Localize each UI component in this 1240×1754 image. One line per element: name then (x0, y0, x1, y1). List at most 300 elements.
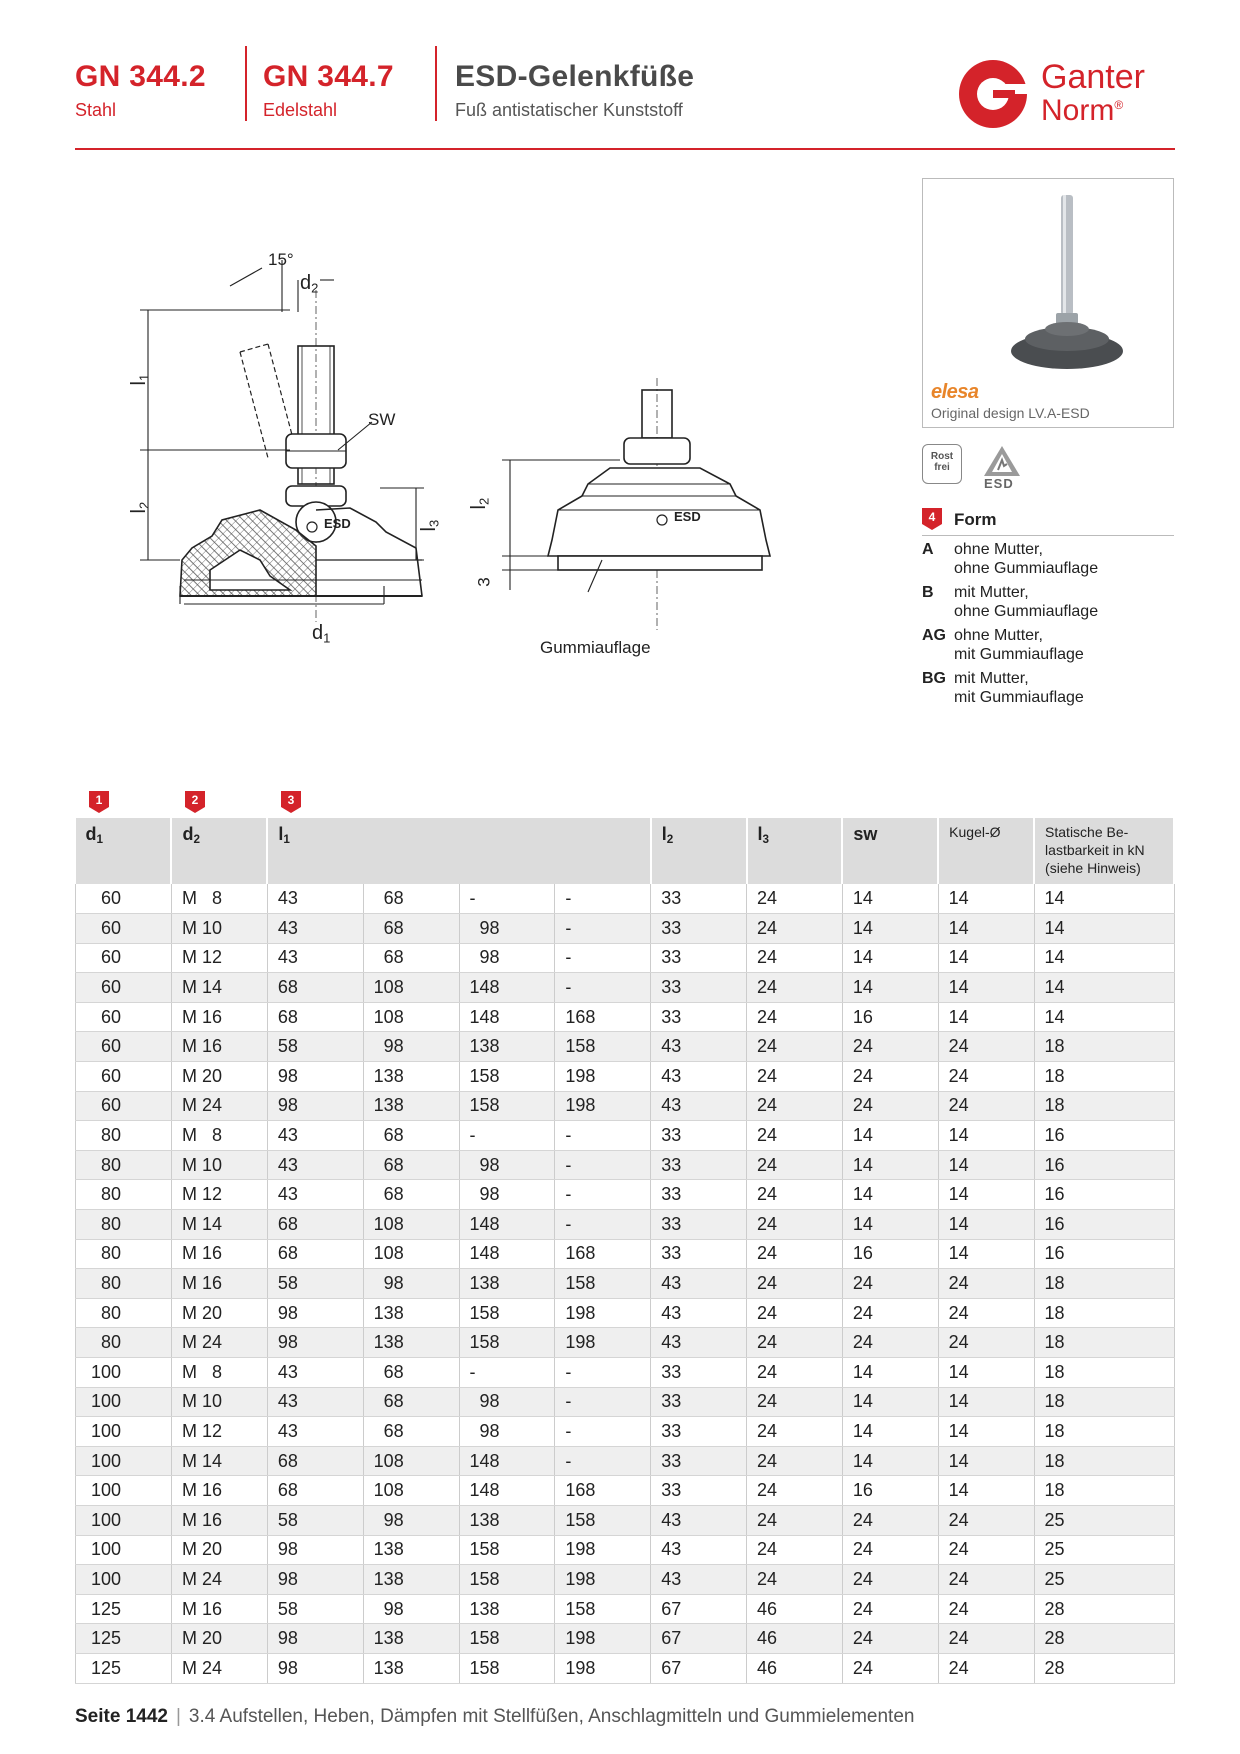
table-cell: 14 (842, 884, 938, 914)
table-cell: - (459, 884, 555, 914)
table-cell: 24 (747, 1032, 843, 1062)
table-cell: - (459, 1121, 555, 1151)
form-item (922, 622, 1174, 665)
table-cell: 68 (363, 884, 459, 914)
table-cell: 98 (363, 1032, 459, 1062)
table-cell: 138 (363, 1535, 459, 1565)
product-gn344-2 (75, 60, 206, 121)
table-cell: 43 (651, 1535, 747, 1565)
table-cell: 24 (842, 1298, 938, 1328)
table-cell: 24 (938, 1653, 1034, 1683)
table-cell: 14 (938, 1210, 1034, 1240)
table-cell: - (555, 973, 651, 1003)
table-cell: 98 (459, 1417, 555, 1447)
marker-3-icon: 3 (281, 791, 301, 813)
table-cell: M 10 (171, 914, 267, 944)
col-d1: $d_1$ (76, 818, 172, 884)
table-cell: - (555, 1210, 651, 1240)
header-divider (435, 46, 437, 121)
table-cell: M 20 (171, 1624, 267, 1654)
esd-mark-right: ESD (674, 509, 701, 524)
table-cell: 33 (651, 1476, 747, 1506)
product-photo (922, 178, 1174, 428)
table-cell: 68 (363, 1180, 459, 1210)
angle-label: 15° (268, 250, 294, 269)
table-cell: 43 (651, 1328, 747, 1358)
table-cell: 24 (842, 1062, 938, 1092)
ganter-norm-logo (955, 54, 1180, 134)
table-cell: 18 (1034, 1328, 1174, 1358)
table-cell: 16 (842, 1239, 938, 1269)
material-2: Edelstahl (263, 100, 338, 120)
table-cell: 138 (363, 1062, 459, 1092)
table-cell: M 12 (171, 1180, 267, 1210)
table-cell: 24 (747, 1150, 843, 1180)
table-cell: 68 (363, 914, 459, 944)
table-cell: 14 (842, 973, 938, 1003)
table-cell: 98 (267, 1298, 363, 1328)
table-row (76, 1269, 1175, 1299)
table-cell: 33 (651, 1150, 747, 1180)
product-gn344-7 (263, 60, 394, 121)
table-cell: 60 (76, 1032, 172, 1062)
table-cell: 14 (938, 1358, 1034, 1388)
dim-l2-right: $l_2$ (468, 497, 492, 510)
table-row (76, 1417, 1175, 1447)
table-cell: 14 (938, 1387, 1034, 1417)
table-cell: 24 (747, 1269, 843, 1299)
table-cell: 33 (651, 1239, 747, 1269)
table-row (76, 1653, 1175, 1683)
rubber-pad-label: Gummiauflage (540, 638, 651, 657)
table-cell: 138 (363, 1653, 459, 1683)
footer-section: 3.4 Aufstellen, Heben, Dämpfen mit Stellfüßen, Anschlagmitteln und Gummielementen (188, 1706, 915, 1727)
page-number: Seite 1442 (75, 1706, 168, 1727)
table-cell: 24 (938, 1624, 1034, 1654)
dimensions-table (75, 818, 1175, 1684)
col-l2: $l_2$ (651, 818, 747, 884)
table-cell: 68 (363, 1387, 459, 1417)
table-cell: 68 (267, 1446, 363, 1476)
table-row (76, 1476, 1175, 1506)
table-cell: 100 (76, 1417, 172, 1447)
table-cell: 158 (459, 1091, 555, 1121)
table-cell: 68 (267, 1239, 363, 1269)
product-title-block (455, 60, 694, 121)
table-cell: 16 (1034, 1210, 1174, 1240)
table-cell: 148 (459, 973, 555, 1003)
table-cell: 125 (76, 1624, 172, 1654)
table-row (76, 1505, 1175, 1535)
table-cell: 24 (747, 1446, 843, 1476)
table-cell: 43 (267, 1180, 363, 1210)
esd-warning-icon (982, 444, 1022, 478)
table-cell: 14 (842, 1358, 938, 1388)
dim-d2: $d_2$ (300, 272, 319, 296)
form-item-value: ohne Mutter, mit Gummiauflage (954, 627, 1084, 663)
table-cell: M 12 (171, 1417, 267, 1447)
table-cell: 60 (76, 884, 172, 914)
table-cell: M 24 (171, 1328, 267, 1358)
table-cell: M 24 (171, 1653, 267, 1683)
form-legend-header (922, 508, 1174, 536)
table-cell: 80 (76, 1150, 172, 1180)
table-cell: 18 (1034, 1476, 1174, 1506)
table-cell: 14 (1034, 973, 1174, 1003)
table-cell: 14 (938, 1417, 1034, 1447)
form-item (922, 665, 1174, 708)
table-cell: 24 (747, 1239, 843, 1269)
table-cell: 14 (1034, 943, 1174, 973)
form-item-key: A (922, 541, 934, 558)
dim-l3: $l_3$ (418, 519, 442, 532)
table-cell: 16 (1034, 1150, 1174, 1180)
table-cell: 33 (651, 1002, 747, 1032)
table-cell: 80 (76, 1269, 172, 1299)
form-item-value: ohne Mutter, ohne Gummiauflage (954, 541, 1099, 577)
table-cell: 24 (938, 1298, 1034, 1328)
table-row (76, 943, 1175, 973)
table-cell: M 12 (171, 943, 267, 973)
table-cell: 46 (747, 1594, 843, 1624)
table-cell: 158 (555, 1505, 651, 1535)
table-cell: 43 (267, 884, 363, 914)
ganter-logo-icon (955, 54, 1035, 134)
table-cell: 68 (363, 1417, 459, 1447)
table-cell: 14 (1034, 884, 1174, 914)
table-cell: 98 (267, 1653, 363, 1683)
page-footer (75, 1706, 914, 1728)
table-cell: 98 (459, 914, 555, 944)
table-cell: 68 (363, 943, 459, 973)
table-cell: 43 (267, 943, 363, 973)
table-cell: 33 (651, 1358, 747, 1388)
table-cell: 14 (938, 1121, 1034, 1151)
table-cell: 14 (938, 1239, 1034, 1269)
logo-text-ganter: Ganter (1041, 58, 1145, 96)
table-cell: 98 (459, 1150, 555, 1180)
table-cell: 14 (842, 1180, 938, 1210)
table-cell: 24 (747, 1210, 843, 1240)
drawing-svg (140, 260, 860, 700)
table-cell: 14 (842, 914, 938, 944)
dim-l2: $l_2$ (128, 501, 152, 514)
table-row (76, 1358, 1175, 1388)
table-cell: 24 (938, 1328, 1034, 1358)
table-cell: 14 (842, 943, 938, 973)
table-cell: 100 (76, 1565, 172, 1595)
table-cell: 24 (842, 1535, 938, 1565)
table-cell: 148 (459, 1002, 555, 1032)
table-cell: M 10 (171, 1387, 267, 1417)
table-header-row (76, 818, 1175, 884)
table-cell: 58 (267, 1032, 363, 1062)
table-row (76, 1535, 1175, 1565)
table-cell: 33 (651, 884, 747, 914)
table-cell: 108 (363, 1446, 459, 1476)
table-cell: 24 (842, 1653, 938, 1683)
table-row (76, 1624, 1175, 1654)
table-cell: M 14 (171, 1210, 267, 1240)
form-legend-title: Form (954, 510, 997, 529)
table-cell: 24 (747, 1358, 843, 1388)
table-cell: 125 (76, 1594, 172, 1624)
column-markers (75, 791, 475, 815)
table-cell: 33 (651, 1210, 747, 1240)
table-cell: 33 (651, 1387, 747, 1417)
table-cell: 98 (267, 1091, 363, 1121)
table-cell: 60 (76, 1091, 172, 1121)
table-cell: 24 (747, 1476, 843, 1506)
table-row (76, 973, 1175, 1003)
table-cell: 16 (1034, 1121, 1174, 1151)
table-cell: 14 (938, 1446, 1034, 1476)
table-cell: - (555, 1446, 651, 1476)
header-rule (75, 148, 1175, 150)
table-cell: 14 (1034, 914, 1174, 944)
esd-mark-left: ESD (324, 516, 351, 531)
table-cell: M 8 (171, 884, 267, 914)
table-cell: M 16 (171, 1505, 267, 1535)
product-code-2: GN 344.7 (263, 60, 394, 93)
form-legend (922, 508, 1174, 708)
table-cell: 14 (938, 973, 1034, 1003)
table-cell: M 10 (171, 1150, 267, 1180)
table-cell: 18 (1034, 1269, 1174, 1299)
table-cell: 98 (363, 1269, 459, 1299)
technical-drawing (128, 250, 860, 700)
table-cell: 100 (76, 1358, 172, 1388)
table-cell: 98 (267, 1062, 363, 1092)
table-cell: M 24 (171, 1565, 267, 1595)
col-l3: $l_3$ (747, 818, 843, 884)
table-cell: 168 (555, 1476, 651, 1506)
table-cell: M 20 (171, 1062, 267, 1092)
table-cell: 28 (1034, 1653, 1174, 1683)
table-cell: M 16 (171, 1594, 267, 1624)
table-cell: 33 (651, 1121, 747, 1151)
logo-text-norm: Norm® (1041, 94, 1124, 127)
table-cell: 18 (1034, 1417, 1174, 1447)
table-cell: 148 (459, 1210, 555, 1240)
table-cell: 33 (651, 1180, 747, 1210)
table-row (76, 1062, 1175, 1092)
table-cell: - (555, 1417, 651, 1447)
table-cell: 16 (1034, 1180, 1174, 1210)
table-row (76, 1298, 1175, 1328)
table-cell: 24 (938, 1062, 1034, 1092)
table-cell: 98 (267, 1624, 363, 1654)
table-cell: 60 (76, 943, 172, 973)
table-cell: 24 (747, 1535, 843, 1565)
table-row (76, 1594, 1175, 1624)
feature-badges (922, 444, 1174, 494)
table-cell: 108 (363, 973, 459, 1003)
table-cell: 158 (555, 1269, 651, 1299)
table-cell: 148 (459, 1446, 555, 1476)
table-cell: 108 (363, 1239, 459, 1269)
table-cell: M 8 (171, 1358, 267, 1388)
table-cell: - (555, 1121, 651, 1151)
table-cell: 25 (1034, 1535, 1174, 1565)
table-cell: - (555, 884, 651, 914)
table-cell: 68 (267, 973, 363, 1003)
table-row (76, 1002, 1175, 1032)
form-item-key: B (922, 584, 934, 601)
product-subtitle: Fuß antistatischer Kunststoff (455, 100, 683, 120)
photo-caption: Original design LV.A-ESD (931, 405, 1090, 421)
table-cell: 18 (1034, 1298, 1174, 1328)
table-cell: 43 (267, 1358, 363, 1388)
table-cell: 198 (555, 1062, 651, 1092)
table-cell: 24 (747, 1298, 843, 1328)
table-cell: 16 (842, 1002, 938, 1032)
table-cell: 28 (1034, 1624, 1174, 1654)
table-row (76, 1180, 1175, 1210)
table-cell: 24 (938, 1091, 1034, 1121)
table-cell: 25 (1034, 1505, 1174, 1535)
table-cell: 68 (267, 1002, 363, 1032)
table-cell: 158 (459, 1062, 555, 1092)
table-cell: 198 (555, 1298, 651, 1328)
table-cell: 14 (938, 943, 1034, 973)
table-cell: 100 (76, 1387, 172, 1417)
footer-separator: | (175, 1706, 181, 1727)
table-cell: 24 (747, 1328, 843, 1358)
table-row (76, 1150, 1175, 1180)
table-cell: 43 (651, 1505, 747, 1535)
table-cell: 33 (651, 914, 747, 944)
table-cell: 14 (842, 1150, 938, 1180)
side-view-right (502, 378, 770, 630)
table-cell: 24 (747, 914, 843, 944)
table-row (76, 1091, 1175, 1121)
table-cell: 58 (267, 1269, 363, 1299)
table-cell: 16 (1034, 1239, 1174, 1269)
table-cell: - (459, 1358, 555, 1388)
table-cell: 138 (363, 1624, 459, 1654)
table-cell: 18 (1034, 1446, 1174, 1476)
table-cell: 148 (459, 1239, 555, 1269)
table-cell: 24 (938, 1269, 1034, 1299)
table-cell: 198 (555, 1565, 651, 1595)
dim-d1: $d_1$ (304, 622, 338, 645)
table-row (76, 1032, 1175, 1062)
table-cell: 43 (651, 1032, 747, 1062)
table-cell: M 20 (171, 1535, 267, 1565)
table-body (76, 884, 1175, 1683)
table-cell: 43 (267, 1417, 363, 1447)
table-cell: 24 (842, 1565, 938, 1595)
table-cell: 80 (76, 1210, 172, 1240)
table-cell: 43 (651, 1091, 747, 1121)
table-cell: 24 (938, 1565, 1034, 1595)
table-cell: 158 (459, 1565, 555, 1595)
table-cell: 138 (459, 1269, 555, 1299)
table-cell: 18 (1034, 1358, 1174, 1388)
table-cell: 98 (363, 1594, 459, 1624)
dim-sw: SW (368, 410, 396, 429)
table-cell: 80 (76, 1121, 172, 1151)
table-cell: M 14 (171, 973, 267, 1003)
table-cell: 138 (459, 1032, 555, 1062)
table-cell: 98 (267, 1565, 363, 1595)
table-cell: - (555, 1180, 651, 1210)
table-cell: 67 (651, 1594, 747, 1624)
table-cell: 68 (267, 1210, 363, 1240)
table-row (76, 1210, 1175, 1240)
table-cell: 80 (76, 1328, 172, 1358)
table-cell: 198 (555, 1653, 651, 1683)
table-cell: 18 (1034, 1091, 1174, 1121)
table-cell: 138 (363, 1091, 459, 1121)
table-cell: 24 (938, 1505, 1034, 1535)
product-title: ESD-Gelenkfüße (455, 60, 695, 93)
table-cell: 43 (651, 1269, 747, 1299)
form-legend-items (922, 536, 1174, 708)
table-cell: 14 (938, 1002, 1034, 1032)
table-cell: - (555, 1150, 651, 1180)
table-cell: M 16 (171, 1239, 267, 1269)
table-cell: 158 (555, 1032, 651, 1062)
table-cell: 46 (747, 1653, 843, 1683)
table-cell: 14 (842, 1417, 938, 1447)
table-cell: 43 (267, 1150, 363, 1180)
table-cell: 148 (459, 1476, 555, 1506)
table-cell: 43 (267, 914, 363, 944)
table-row (76, 1328, 1175, 1358)
table-cell: 24 (747, 1121, 843, 1151)
table-cell: 100 (76, 1535, 172, 1565)
table-cell: 138 (459, 1594, 555, 1624)
table-cell: - (555, 1387, 651, 1417)
form-item (922, 536, 1174, 579)
table-cell: 46 (747, 1624, 843, 1654)
table-cell: M 24 (171, 1091, 267, 1121)
table-cell: - (555, 943, 651, 973)
table-cell: 80 (76, 1298, 172, 1328)
table-cell: 100 (76, 1476, 172, 1506)
table-cell: 24 (747, 943, 843, 973)
table-cell: 98 (267, 1328, 363, 1358)
esd-badge-label: ESD (984, 476, 1014, 491)
table-cell: M 16 (171, 1002, 267, 1032)
table-cell: 68 (363, 1121, 459, 1151)
col-d2: $d_2$ (171, 818, 267, 884)
leveling-foot-image (923, 179, 1175, 379)
table-cell: 108 (363, 1002, 459, 1032)
table-cell: 14 (938, 1180, 1034, 1210)
table-cell: 18 (1034, 1387, 1174, 1417)
product-code-1: GN 344.2 (75, 60, 206, 93)
table-cell: 14 (938, 1476, 1034, 1506)
table-cell: 14 (938, 1150, 1034, 1180)
table-cell: 198 (555, 1091, 651, 1121)
table-cell: 158 (555, 1594, 651, 1624)
table-cell: 168 (555, 1239, 651, 1269)
table-cell: M 16 (171, 1269, 267, 1299)
table-row (76, 1121, 1175, 1151)
table-cell: 98 (459, 943, 555, 973)
table-row (76, 1387, 1175, 1417)
table-cell: M 16 (171, 1032, 267, 1062)
rust-free-icon: Rost frei (922, 444, 962, 484)
material-1: Stahl (75, 100, 117, 120)
table-cell: 33 (651, 973, 747, 1003)
table-cell: 58 (267, 1505, 363, 1535)
table-cell: 138 (363, 1565, 459, 1595)
table-cell: 68 (363, 1358, 459, 1388)
